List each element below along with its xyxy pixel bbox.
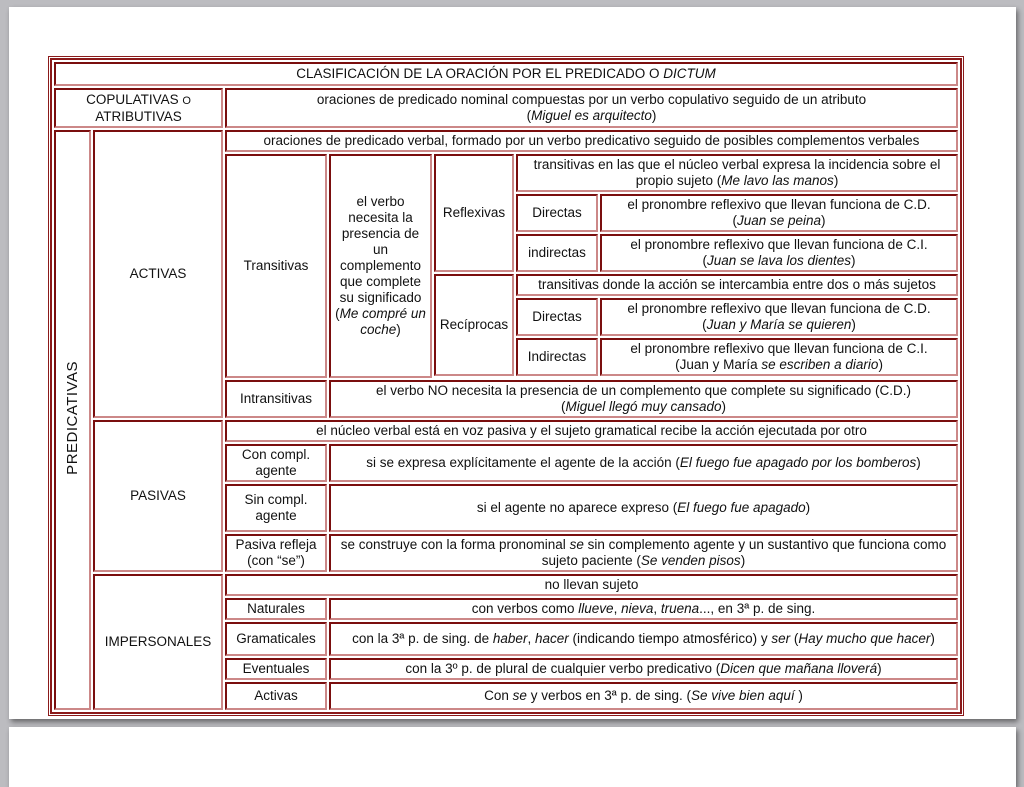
intransitivas-label: Intransitivas: [225, 380, 327, 418]
pasiva-refleja-description: se construye con la forma pronominal se sin complemento agente y un sustantivo que funciona como sujeto paciente (Se venden pisos): [329, 534, 958, 572]
activas-description: oraciones de predicado verbal, formado por un verbo predicativo seguido de posibles complementos verbales: [225, 130, 958, 152]
reciprocas-directas-description: el pronombre reflexivo que llevan funciona de C.D. (Juan y María se quieren): [600, 298, 958, 336]
reciprocas-label: Recíprocas: [434, 274, 514, 376]
con-compl-agente-description: si se expresa explícitamente el agente de la acción (El fuego fue apagado por los bomberos): [329, 444, 958, 482]
pasivas-label: PASIVAS: [93, 420, 223, 572]
con-compl-agente-label: Con compl. agente: [225, 444, 327, 482]
gramaticales-label: Gramaticales: [225, 622, 327, 656]
transitivas-description: el verbo necesita la presencia de un complemento que complete su significado (Me compré un coche): [329, 154, 432, 378]
eventuales-description: con la 3º p. de plural de cualquier verbo predicativo (Dicen que mañana lloverá): [329, 658, 958, 680]
activas-impersonales-label: Activas: [225, 682, 327, 710]
reflexivas-indirectas-description: el pronombre reflexivo que llevan funciona de C.I. (Juan se lava los dientes): [600, 234, 958, 272]
naturales-description: con verbos como llueve, nieva, truena..., en 3ª p. de sing.: [329, 598, 958, 620]
reflexivas-indirectas-label: indirectas: [516, 234, 598, 272]
sin-compl-agente-description: si el agente no aparece expreso (El fuego fue apagado): [329, 484, 958, 532]
reciprocas-description: transitivas donde la acción se intercambia entre dos o más sujetos: [516, 274, 958, 296]
reflexivas-description: transitivas en las que el núcleo verbal expresa la incidencia sobre el propio sujeto (Me lavo las manos): [516, 154, 958, 192]
gramaticales-description: con la 3ª p. de sing. de haber, hacer (indicando tiempo atmosférico) y ser (Hay mucho que hacer): [329, 622, 958, 656]
activas-impersonales-description: Con se y verbos en 3ª p. de sing. (Se vive bien aquí ): [329, 682, 958, 710]
copulativas-description: oraciones de predicado nominal compuestas por un verbo copulativo seguido de un atributo (Miguel es arquitecto): [225, 88, 958, 128]
impersonales-description: no llevan sujeto: [225, 574, 958, 596]
reciprocas-indirectas-label: Indirectas: [516, 338, 598, 376]
eventuales-label: Eventuales: [225, 658, 327, 680]
reflexivas-directas-description: el pronombre reflexivo que llevan funciona de C.D. (Juan se peina): [600, 194, 958, 232]
predicativas-label: PREDICATIVAS: [54, 130, 91, 710]
reflexivas-directas-label: Directas: [516, 194, 598, 232]
sin-compl-agente-label: Sin compl. agente: [225, 484, 327, 532]
pasiva-refleja-label: Pasiva refleja (con “se”): [225, 534, 327, 572]
transitivas-label: Transitivas: [225, 154, 327, 378]
pasivas-description: el núcleo verbal está en voz pasiva y el sujeto gramatical recibe la acción ejecutada por otro: [225, 420, 958, 442]
copulativas-label: COPULATIVAS O ATRIBUTIVAS: [54, 88, 223, 128]
table-title: CLASIFICACIÓN DE LA ORACIÓN POR EL PREDICADO O DICTUM: [54, 62, 958, 86]
next-document-page: [9, 727, 1016, 787]
classification-table: [50, 58, 962, 714]
intransitivas-description: el verbo NO necesita la presencia de un complemento que complete su significado (C.D.) (Miguel llegó muy cansado): [329, 380, 958, 418]
reflexivas-label: Reflexivas: [434, 154, 514, 272]
impersonales-label: IMPERSONALES: [93, 574, 223, 710]
activas-label: ACTIVAS: [93, 130, 223, 418]
reciprocas-directas-label: Directas: [516, 298, 598, 336]
naturales-label: Naturales: [225, 598, 327, 620]
reciprocas-indirectas-description: el pronombre reflexivo que llevan funciona de C.I. (Juan y María se escriben a diario): [600, 338, 958, 376]
